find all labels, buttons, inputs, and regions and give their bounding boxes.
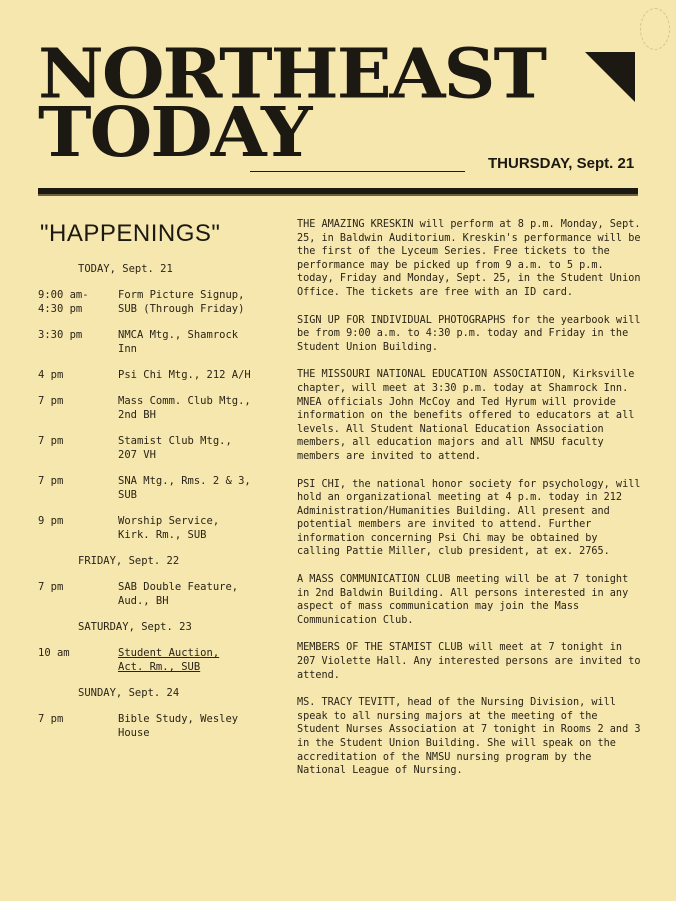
issue-date: THURSDAY, Sept. 21 [488, 155, 635, 172]
schedule-event [38, 474, 278, 502]
article-paragraph: MEMBERS OF THE STAMIST CLUB will meet at 7 tonight in 207 Violette Hall. Any interested persons are invited to attend. [297, 642, 641, 681]
masthead-line2: TODAY [38, 91, 311, 173]
schedule-event [38, 646, 278, 674]
event-time: 9:00 am- 4:30 pm [38, 289, 89, 315]
event-description: Psi Chi Mtg., 212 A/H [118, 369, 251, 381]
article-paragraph: PSI CHI, the national honor society for psychology, will hold an organizational meeting at 4 p.m. today in 212 Administration/Humanities Building. All present and potential members are invited to attend. Further information concerning Psi Chi may be obtained by calling Pattie Miller, club president, at ex. 2765. [297, 478, 641, 558]
event-description: NMCA Mtg., Shamrock Inn [118, 329, 239, 355]
corner-triangle-icon [585, 52, 635, 102]
schedule-day-heading: TODAY, Sept. 21 [78, 263, 173, 275]
schedule-event [38, 328, 278, 356]
event-description: Form Picture Signup, SUB (Through Friday) [118, 289, 245, 315]
event-time: 7 pm [38, 581, 64, 593]
event-time: 3:30 pm [38, 329, 83, 341]
header-rule [38, 188, 638, 196]
event-time: 10 am [38, 647, 70, 659]
event-time: 9 pm [38, 515, 64, 527]
schedule-event [38, 434, 278, 462]
schedule-list [38, 262, 278, 752]
article-paragraph: A MASS COMMUNICATION CLUB meeting will be at 7 tonight in 2nd Baldwin Building. All persons interested in any aspect of mass communication may join the Mass Communication Club. [297, 574, 629, 626]
schedule-day-heading: FRIDAY, Sept. 22 [78, 555, 180, 567]
schedule-event [38, 368, 278, 382]
event-time: 7 pm [38, 475, 64, 487]
schedule-event [38, 514, 278, 542]
article-paragraph: THE AMAZING KRESKIN will perform at 8 p.m. Monday, Sept. 25, in Baldwin Auditorium. Kreskin's performance will be the first of the Lyceum Series. Free tickets to the performance may be picked up from 9 a.m. to 5 p.m. today, Friday and Monday, Sept. 25, in the Student Union Office. The tickets are free with an ID card. [297, 219, 641, 298]
article-paragraph: THE MISSOURI NATIONAL EDUCATION ASSOCIATION, Kirksville chapter, will meet at 3:30 p.m. today at Shamrock Inn. MNEA officials John McCoy and Ted Hyrum will provide information on the benefits offered to educators at all levels. All Student National Education Association members, all education majors and all NMSU faculty members are invited to attend. [297, 369, 635, 462]
event-description: Bible Study, Wesley House [118, 713, 239, 739]
schedule-day-heading: SATURDAY, Sept. 23 [78, 621, 192, 633]
event-time: 7 pm [38, 435, 64, 447]
masthead-line1: NORTHEAST [38, 32, 546, 114]
schedule-day-heading: SUNDAY, Sept. 24 [78, 687, 180, 699]
schedule-event [38, 580, 278, 608]
masthead [38, 32, 546, 173]
article-paragraph: SIGN UP FOR INDIVIDUAL PHOTOGRAPHS for the yearbook will be from 9:00 a.m. to 4:30 p.m. today and Friday in the Student Union Building. [297, 314, 641, 353]
schedule-event [38, 288, 278, 316]
event-description: SAB Double Feature, Aud., BH [118, 581, 239, 607]
event-description: SNA Mtg., Rms. 2 & 3, SUB [118, 475, 251, 501]
event-description: Worship Service, Kirk. Rm., SUB [118, 515, 220, 541]
article-paragraph: MS. TRACY TEVITT, head of the Nursing Division, will speak to all nursing majors at the meeting of the Student Nurses Association at 7 tonight in Rooms 2 and 3 in the Student Union Building. She will speak on the accreditation of the NMSU nursing program by the National League of Nursing. [297, 697, 641, 777]
event-description: Stamist Club Mtg., 207 VH [118, 435, 232, 461]
schedule-event [38, 394, 278, 422]
event-description: Student Auction, Act. Rm., SUB [118, 647, 220, 673]
event-time: 7 pm [38, 713, 64, 725]
event-time: 7 pm [38, 395, 64, 407]
schedule-event [38, 712, 278, 740]
section-title: "HAPPENINGS" [40, 220, 221, 247]
masthead-underline [250, 171, 465, 172]
event-description: Mass Comm. Club Mtg., 2nd BH [118, 395, 251, 421]
corner-stamp [640, 8, 670, 50]
event-time: 4 pm [38, 369, 64, 381]
articles-column [297, 218, 642, 792]
